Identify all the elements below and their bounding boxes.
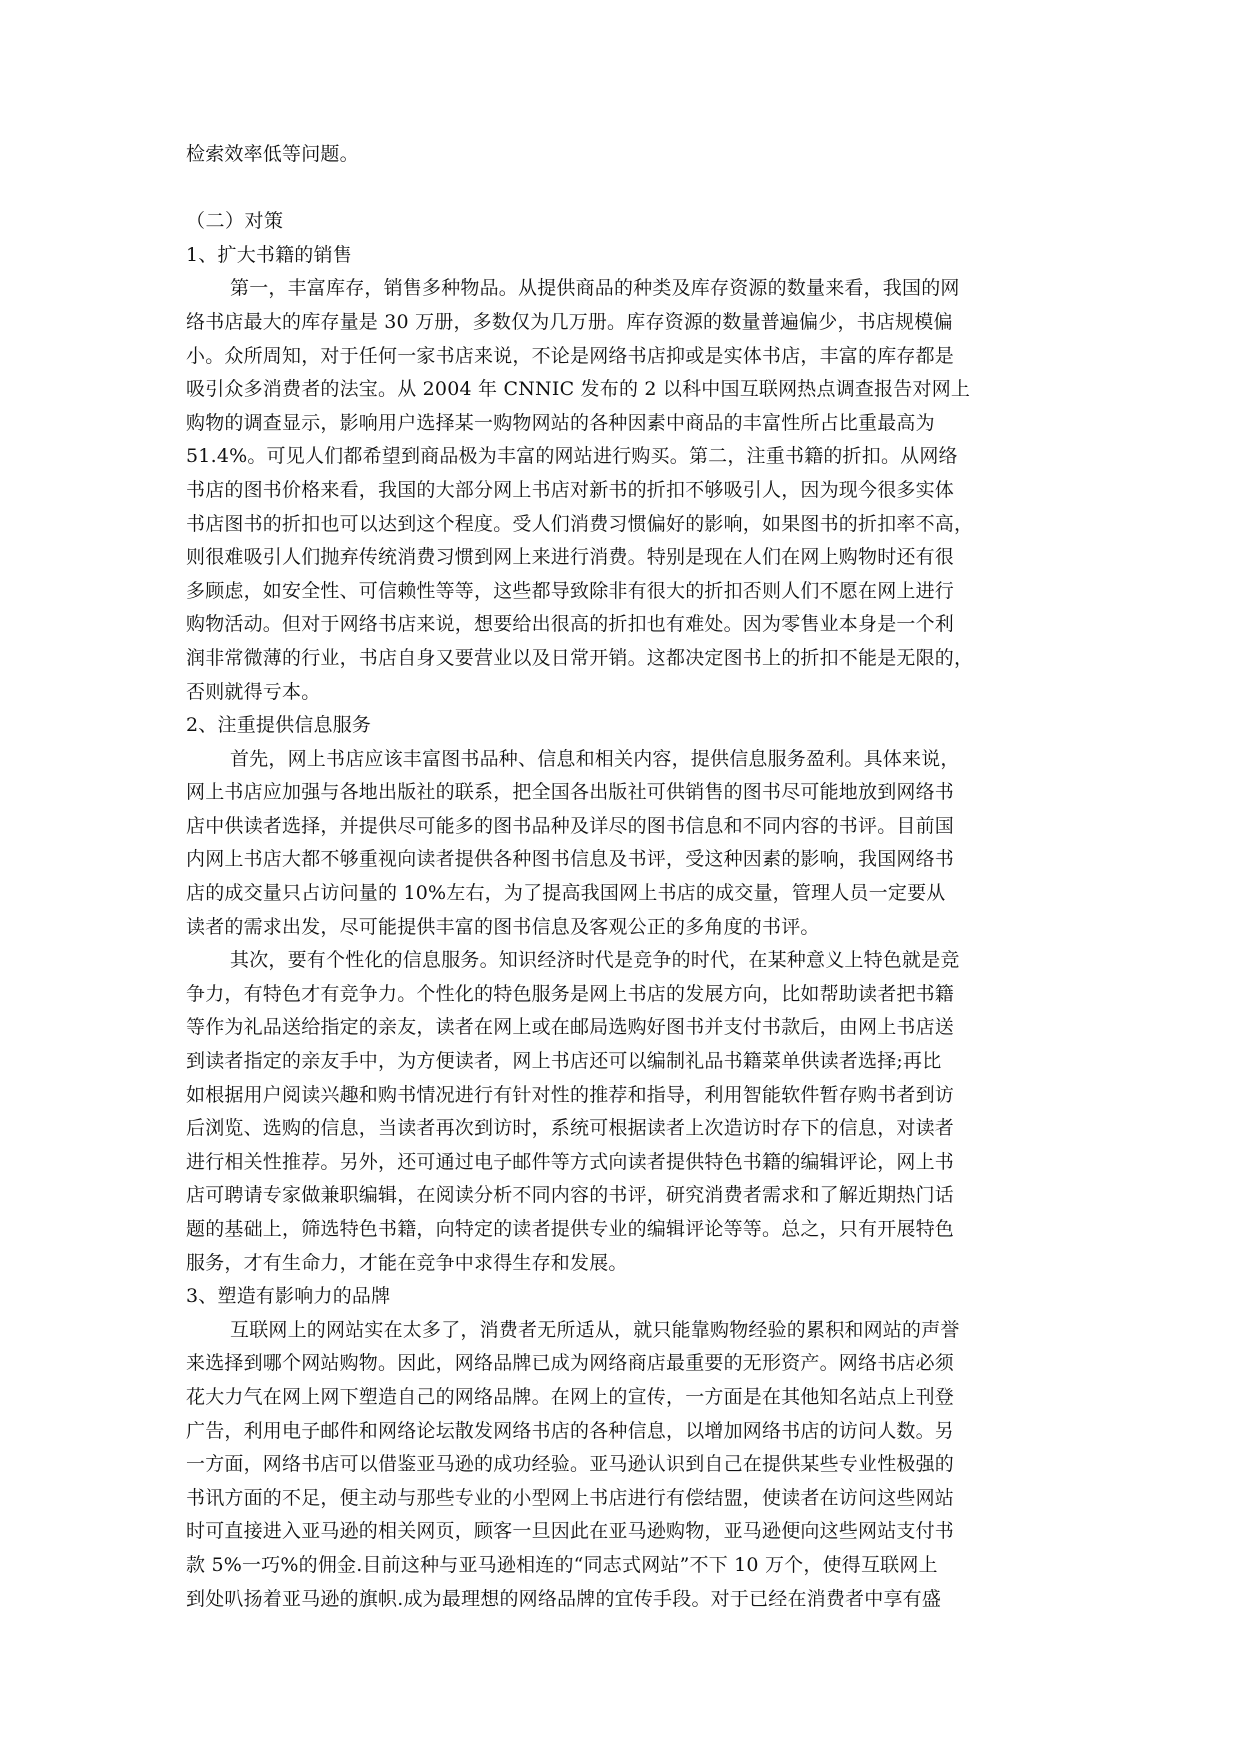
text-line: 互联网上的网站实在太多了，消费者无所适从，就只能靠购物经验的累积和网站的声誉: [230, 1318, 960, 1341]
text-line: 否则就得亏本。: [186, 680, 321, 703]
text-line: 广告，利用电子邮件和网络论坛散发网络书店的各种信息，以增加网络书店的访问人数。另: [186, 1419, 955, 1442]
text-line: 题的基础上，筛选特色书籍，向特定的读者提供专业的编辑评论等等。总之，只有开展特色: [186, 1218, 955, 1240]
text-line: 到处叭扬着亚马逊的旗帜.成为最理想的网络品牌的宜传手段。对于已经在消费者中享有盛: [186, 1587, 942, 1610]
text-line: 店的成交量只占访问量的 10%左右，为了提高我国网上书店的成交量，管理人员一定要从: [186, 882, 946, 905]
text-line: 内网上书店大都不够重视向读者提供各种图书信息及书评，受这种因素的影响，我国网络书: [186, 848, 955, 871]
text-line: 首先，网上书店应该丰富图书品种、信息和相关内容，提供信息服务盈利。具体来说，: [230, 747, 960, 770]
text-line: 络书店最大的库存量是 30 万册，多数仅为几万册。库存资源的数量普遍偏少，书店规模偏: [186, 310, 953, 333]
continuation-line: 检索效率低等问题。: [186, 143, 359, 165]
subsection-heading-1: 1、扩大书籍的销售: [186, 243, 352, 266]
text-line: 店中供读者选择，并提供尽可能多的图书品种及详尽的图书信息和不同内容的书评。目前国: [186, 814, 955, 837]
text-line: 51.4%。可见人们都希望到商品极为丰富的网站进行购买。第二，注重书籍的折扣。从网络: [186, 445, 958, 468]
document-page: [186, 138, 1056, 1616]
text-line: 时可直接进入亚马逊的相关网页，顾客一旦因此在亚马逊购物，亚马逊便向这些网站支付书: [186, 1520, 955, 1543]
text-line: 如根据用户阅读兴趣和购书情况进行有针对性的推荐和指导，利用智能软件暂存购书者到访: [186, 1083, 955, 1106]
text-line: 后浏览、选购的信息，当读者再次到访时，系统可根据读者上次造访时存下的信息，对读者: [186, 1117, 955, 1140]
text-line: 书讯方面的不足，便主动与那些专业的小型网上书店进行有偿结盟，使读者在访问这些网站: [186, 1486, 955, 1509]
text-line: 其次，要有个性化的信息服务。知识经济时代是竞争的时代，在某种意义上特色就是竞: [230, 949, 960, 972]
text-line: 润非常微薄的行业，书店自身又要营业以及日常开销。这都决定图书上的折扣不能是无限的，: [186, 646, 974, 669]
text-line: 到读者指定的亲友手中，为方便读者，网上书店还可以编制礼品书籍菜单供读者选择;再比: [186, 1050, 942, 1073]
paragraph-expand-sales: [186, 272, 1056, 709]
text-line: 书店图书的折扣也可以达到这个程度。受人们消费习惯偏好的影响，如果图书的折扣率不高，: [186, 512, 974, 535]
text-line: 购物的调查显示，影响用户选择某一购物网站的各种因素中商品的丰富性所占比重最高为: [186, 411, 935, 434]
text-line: 花大力气在网上网下塑造自己的网络品牌。在网上的宣传，一方面是在其他知名站点上刊登: [186, 1385, 955, 1408]
text-line: 网上书店应加强与各地出版社的联系，把全国各出版社可供销售的图书尽可能地放到网络书: [186, 781, 955, 804]
text-line: 款 5%一巧%的佣金.目前这种与亚马逊相连的“同志式网站”不下 10 万个，使得互联网上: [186, 1553, 938, 1576]
section-heading: （二）对策: [186, 210, 284, 233]
text-line: 吸引众多消费者的法宝。从 2004 年 CNNIC 发布的 2 以科中国互联网热点调查报告对网上: [186, 378, 971, 401]
text-line: 购物活动。但对于网络书店来说，想要给出很高的折扣也有难处。因为零售业本身是一个利: [186, 613, 955, 636]
text-line: 一方面，网络书店可以借鉴亚马逊的成功经验。亚马逊认识到自己在提供某些专业性极强的: [186, 1453, 955, 1476]
text-line: 则很难吸引人们抛弃传统消费习惯到网上来进行消费。特别是现在人们在网上购物时还有很: [186, 546, 955, 569]
text-line: 等作为礼品送给指定的亲友，读者在网上或在邮局选购好图书并支付书款后，由网上书店送: [186, 1016, 955, 1039]
text-line: 书店的图书价格来看，我国的大部分网上书店对新书的折扣不够吸引人，因为现今很多实体: [186, 478, 955, 501]
text-line: 读者的需求出发，尽可能提供丰富的图书信息及客观公正的多角度的书评。: [186, 915, 820, 938]
subsection-heading-2: 2、注重提供信息服务: [186, 714, 372, 737]
paragraph-brand-building: [186, 1314, 1056, 1616]
blank-line: [186, 172, 1056, 206]
subsection-heading-3: 3、塑造有影响力的品牌: [186, 1285, 391, 1308]
text-line: 进行相关性推荐。另外，还可通过电子邮件等方式向读者提供特色书籍的编辑评论，网上书: [186, 1150, 955, 1173]
text-line: 店可聘请专家做兼职编辑，在阅读分析不同内容的书评，研究消费者需求和了解近期热门话: [186, 1184, 955, 1207]
text-line: 小。众所周知，对于任何一家书店来说，不论是网络书店抑或是实体书店，丰富的库存都是: [186, 344, 955, 367]
paragraph-information-service-2: [186, 944, 1056, 1280]
text-line: 多顾虑，如安全性、可信赖性等等，这些都导致除非有很大的折扣否则人们不愿在网上进行: [186, 579, 955, 602]
text-line: 服务，才有生命力，才能在竞争中求得生存和发展。: [186, 1251, 628, 1274]
text-line: 来选择到哪个网站购物。因此，网络品牌已成为网络商店最重要的无形资产。网络书店必须: [186, 1352, 955, 1375]
paragraph-information-service-1: [186, 743, 1056, 945]
text-line: 第一，丰富库存，销售多种物品。从提供商品的种类及库存资源的数量来看，我国的网: [230, 277, 960, 300]
text-line: 争力，有特色才有竞争力。个性化的特色服务是网上书店的发展方向，比如帮助读者把书籍: [186, 982, 955, 1005]
